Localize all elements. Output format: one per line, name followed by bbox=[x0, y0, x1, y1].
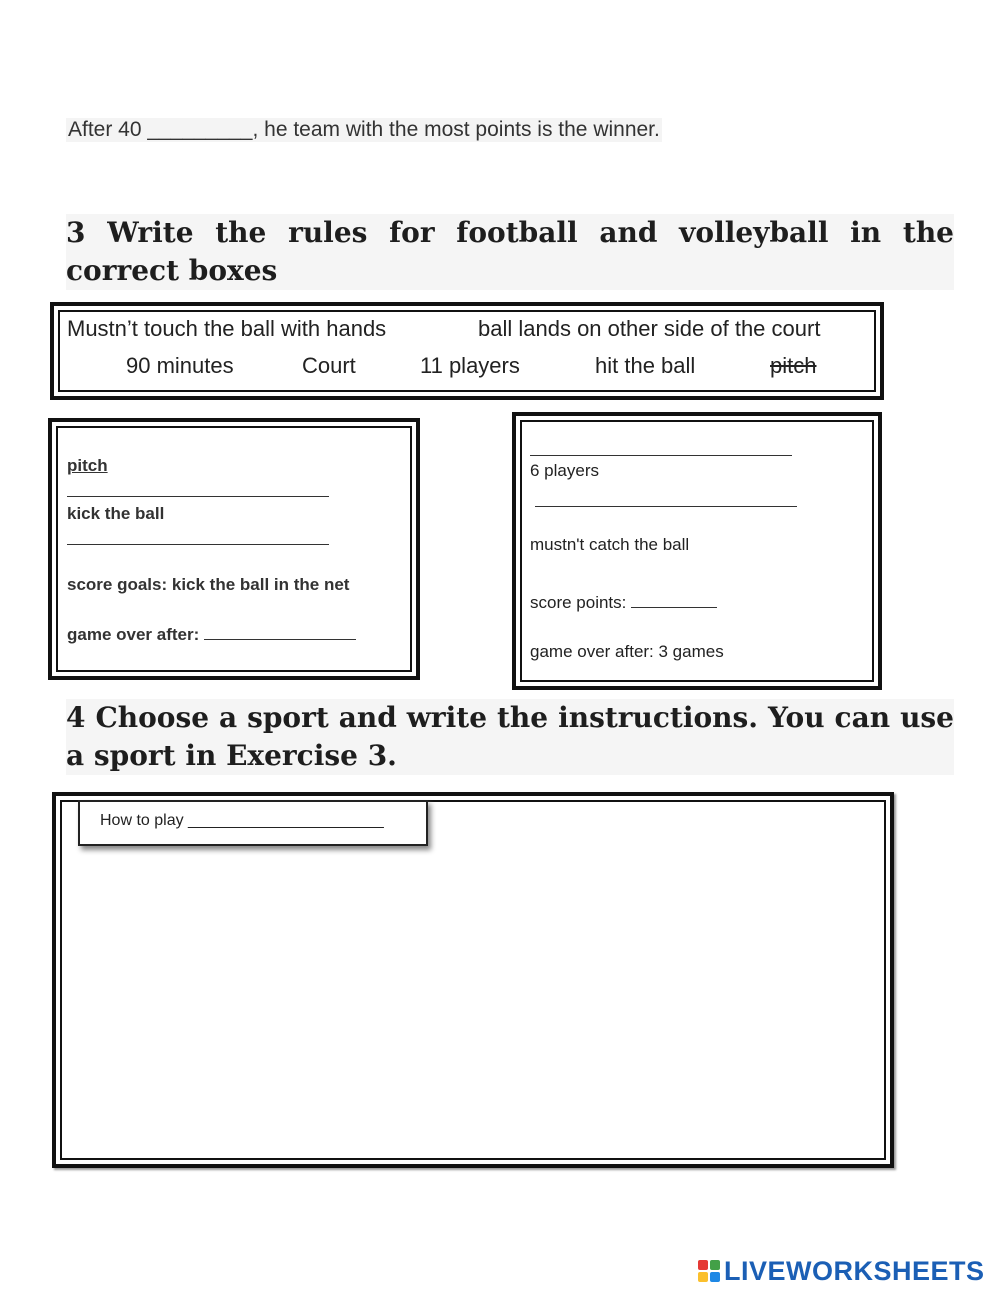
football-answer-line[interactable] bbox=[67, 496, 329, 497]
volleyball-answer-line[interactable] bbox=[535, 506, 797, 507]
football-game-over: game over after: bbox=[67, 623, 356, 645]
football-answer-line[interactable] bbox=[67, 544, 329, 545]
football-kick: kick the ball bbox=[67, 504, 165, 523]
volleyball-points-blank[interactable] bbox=[631, 591, 717, 608]
football-goals: score goals: kick the ball in the net bbox=[67, 575, 350, 594]
word-bank-item: hit the ball bbox=[595, 353, 696, 378]
liveworksheets-logo-icon bbox=[698, 1260, 720, 1282]
liveworksheets-logo-text: LIVEWORKSHEETS bbox=[724, 1256, 985, 1286]
instructions-writing-box[interactable] bbox=[52, 792, 894, 1168]
gap-fill-sentence: After 40 _________, he team with the most points is the winner. bbox=[68, 118, 660, 141]
how-to-play-text: How to play ______________________ bbox=[100, 812, 384, 829]
volleyball-catch: mustn't catch the ball bbox=[530, 535, 690, 554]
volleyball-players: 6 players bbox=[530, 461, 599, 480]
how-to-play-label-box bbox=[78, 800, 428, 846]
football-pitch: pitch bbox=[67, 456, 108, 475]
exercise-4-heading: 4 Choose a sport and write the instructions. You can use a sport in Exercise 3. bbox=[66, 699, 954, 775]
word-bank-item: ball lands on other side of the court bbox=[478, 316, 821, 341]
word-bank-item: 11 players bbox=[420, 353, 520, 378]
word-bank-item: 90 minutes bbox=[126, 353, 234, 378]
exercise-3-heading: 3 Write the rules for football and volleyball in the correct boxes bbox=[66, 214, 954, 290]
word-bank-item: Court bbox=[302, 353, 356, 378]
word-bank-item-used: pitch bbox=[770, 353, 817, 378]
word-bank-item: Mustn’t touch the ball with hands bbox=[67, 316, 387, 341]
volleyball-game-over: game over after: 3 games bbox=[530, 642, 724, 661]
volleyball-points: score points: bbox=[530, 591, 717, 613]
football-game-over-blank[interactable] bbox=[204, 623, 356, 640]
volleyball-answer-line[interactable] bbox=[530, 455, 792, 456]
